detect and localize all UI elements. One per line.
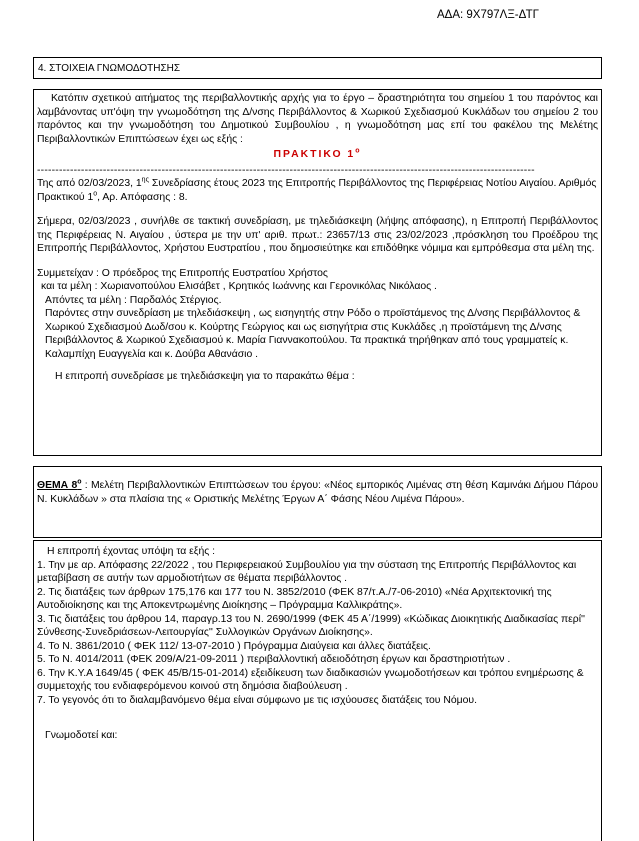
thema-box	[33, 466, 602, 538]
session-details: Σήμερα, 02/03/2023 , συνήλθε σε τακτική συνεδρίαση, με τηλεδιάσκεψη (λήψης απόφασης), η Επιτροπή Περιβάλλοντος της Περιφέρειας Ν. Αιγαίου , ύστερα με την υπ' αριθ. πρωτ.: 23657/13 στις 23/02/2023 ,πρόσκληση του Προέδρου της Επιτροπής Περιβάλλοντος, Χρήστου Ευστρατίου , που δημοσιεύτηκε και επιδόθηκε νόμιμα και εμπρόθεσμα στα μέλη της.	[37, 216, 598, 255]
consideration-item: 2. Τις διατάξεις των άρθρων 175,176 και 177 του Ν. 3852/2010 (ΦΕΚ 87/τ.Α./7-06-2010) «Νέα Αρχιτεκτονική της Αυτοδιοίκησης και της Αποκεντρωμένης Διοίκησης – Πρόγραμμα Καλλικράτης».	[37, 586, 552, 612]
thema-paragraph: ΘΕΜΑ $8^o$ : Μελέτη Περιβαλλοντικών Επιπτώσεων του έργου: «Νέος εμπορικός Λιμένας στη θέση Καμινάκι Δήμου Πάρου Ν. Κυκλάδων » στα πλαίσια της « Οριστικής Μελέτης Έργων Α΄ Φάσης Νέου Λιμένα Πάρου».	[37, 478, 598, 505]
section-title-box	[33, 57, 602, 79]
topic-intro: Η επιτροπή συνεδρίασε με τηλεδιάσκεψη για το παρακάτω θέμα :	[55, 371, 355, 383]
consideration-item: 1. Την με αρ. Απόφασης 22/2022 , του Περιφερειακού Συμβουλίου για την σύσταση της Επιτροπής Περιβάλλοντος και μεταβίβαση σε αυτήν των αρμοδιοτήτων σε θέματα περιβάλλοντος .	[37, 559, 577, 585]
considerations-intro: Η επιτροπή έχοντας υπόψη τα εξής :	[47, 546, 216, 557]
thema-label: ΘΕΜΑ $8^o$	[37, 478, 82, 491]
absent-members: Απόντες τα μέλη : Παρδαλός Στέργιος.	[45, 294, 222, 306]
ada-code: ΑΔΑ: 9Χ797ΛΞ-ΔΤΓ	[436, 9, 539, 21]
considerations-box	[33, 540, 602, 841]
consideration-item: 7. Το γεγονός ότι το διαλαμβανόμενο θέμα είναι σύμφωνο με τις ισχύουσες διατάξεις του Νόμου.	[37, 694, 477, 706]
praktiko-heading: ΠΡΑΚΤΙΚΟ $1^o$	[273, 147, 362, 161]
present-members-list: και τα μέλη : Χωριανοπούλου Ελισάβετ , Κρητικός Ιωάννης και Γερονικόλας Νικόλαος .	[41, 281, 437, 293]
session-header: Της από 02/03/2023, $1^{\eta\varsigma}$ Συνεδρίασης έτους 2023 της Επιτροπής Περιβάλλοντος της Περιφέρειας Νοτίου Αιγαίου. Αριθμός Πρακτικού $1^o$, Αρ. Απόφασης : 8.	[37, 176, 597, 203]
present-members: Συμμετείχαν : Ο πρόεδρος της Επιτροπής Ευστρατίου Χρήστος	[37, 267, 328, 279]
consideration-item: 6. Την Κ.Υ.Α 1649/45 ( ΦΕΚ 45/Β/15-01-2014) εξειδίκευση των διαδικασιών γνωμοδοτήσεων και τρόπου ενημέρωσης & συμμετοχής του ενδιαφερόμενου κοινού στη δημόσια διαβούλευση .	[37, 667, 584, 693]
minutes-box	[33, 89, 602, 456]
intro-paragraph: Κατόπιν σχετικού αιτήματος της περιβαλλοντικής αρχής για το έργο – δραστηριότητα του σημείου 1 του παρόντος και λαμβάνοντας υπ'όψη την γνωμοδότηση της Δ/νσης Περιβάλλοντος & Χωρικού Σχεδιασμού Κυκλάδων του σημείου 2 του παρόντος και την γνωμοδότηση του Δημοτικού Συμβουλίου , η γνωμοδότηση μας επί του φακέλου της Μελέτης Περιβαλλοντικών Επιπτώσεων έχει ως εξής :	[37, 93, 598, 145]
consideration-item: 4. Το Ν. 3861/2010 ( ΦΕΚ 112/ 13-07-2010 ) Πρόγραμμα Διαύγεια και άλλες διατάξεις.	[37, 640, 431, 652]
closing-line: Γνωμοδοτεί και:	[45, 730, 118, 742]
consideration-item: 5. Το Ν. 4014/2011 (ΦΕΚ 209/Α/21-09-2011 ) περιβαλλοντική αδειοδότηση έργων και δραστηριοτήτων .	[37, 654, 511, 666]
dashed-separator: ----------------------------------------------------------------------------------------------------------------------------------------	[37, 164, 535, 176]
rapporteurs-paragraph: Παρόντες στην συνεδρίαση με τηλεδιάσκεψη , ως εισηγητής στην Ρόδο ο προϊστάμενος της Δ/νσης Περιβάλλοντος & Χωρικού Σχεδιασμού Δωδ/σου κ. Κούρτης Γεώργιος και ως εισηγήτρια στις Κυκλάδες ,η προϊστάμενη της Δ/νσης Περιβάλλοντος & Χωρικού Σχεδιασμού κ. Μαρία Γιαννακοπούλου. Τα πρακτικά τηρήθηκαν από τους γραμματείς κ. Καλαμπίχη Ευαγγελία και κ. Δούβα Αθανάσιο .	[45, 308, 581, 360]
section-title: 4. ΣΤΟΙΧΕΙΑ ΓΝΩΜΟΔΟΤΗΣΗΣ	[38, 63, 181, 74]
consideration-item: 3. Τις διατάξεις του άρθρου 14, παραγρ.13 του Ν. 2690/1999 (ΦΕΚ 45 Α΄/1999) «Κώδικας Διοικητικής Διαδικασίας περί'' Σύνθεσης-Συνεδριάσεων-Λειτουργίας'' Συλλογικών Οργάνων Διοίκησης».	[37, 613, 585, 639]
